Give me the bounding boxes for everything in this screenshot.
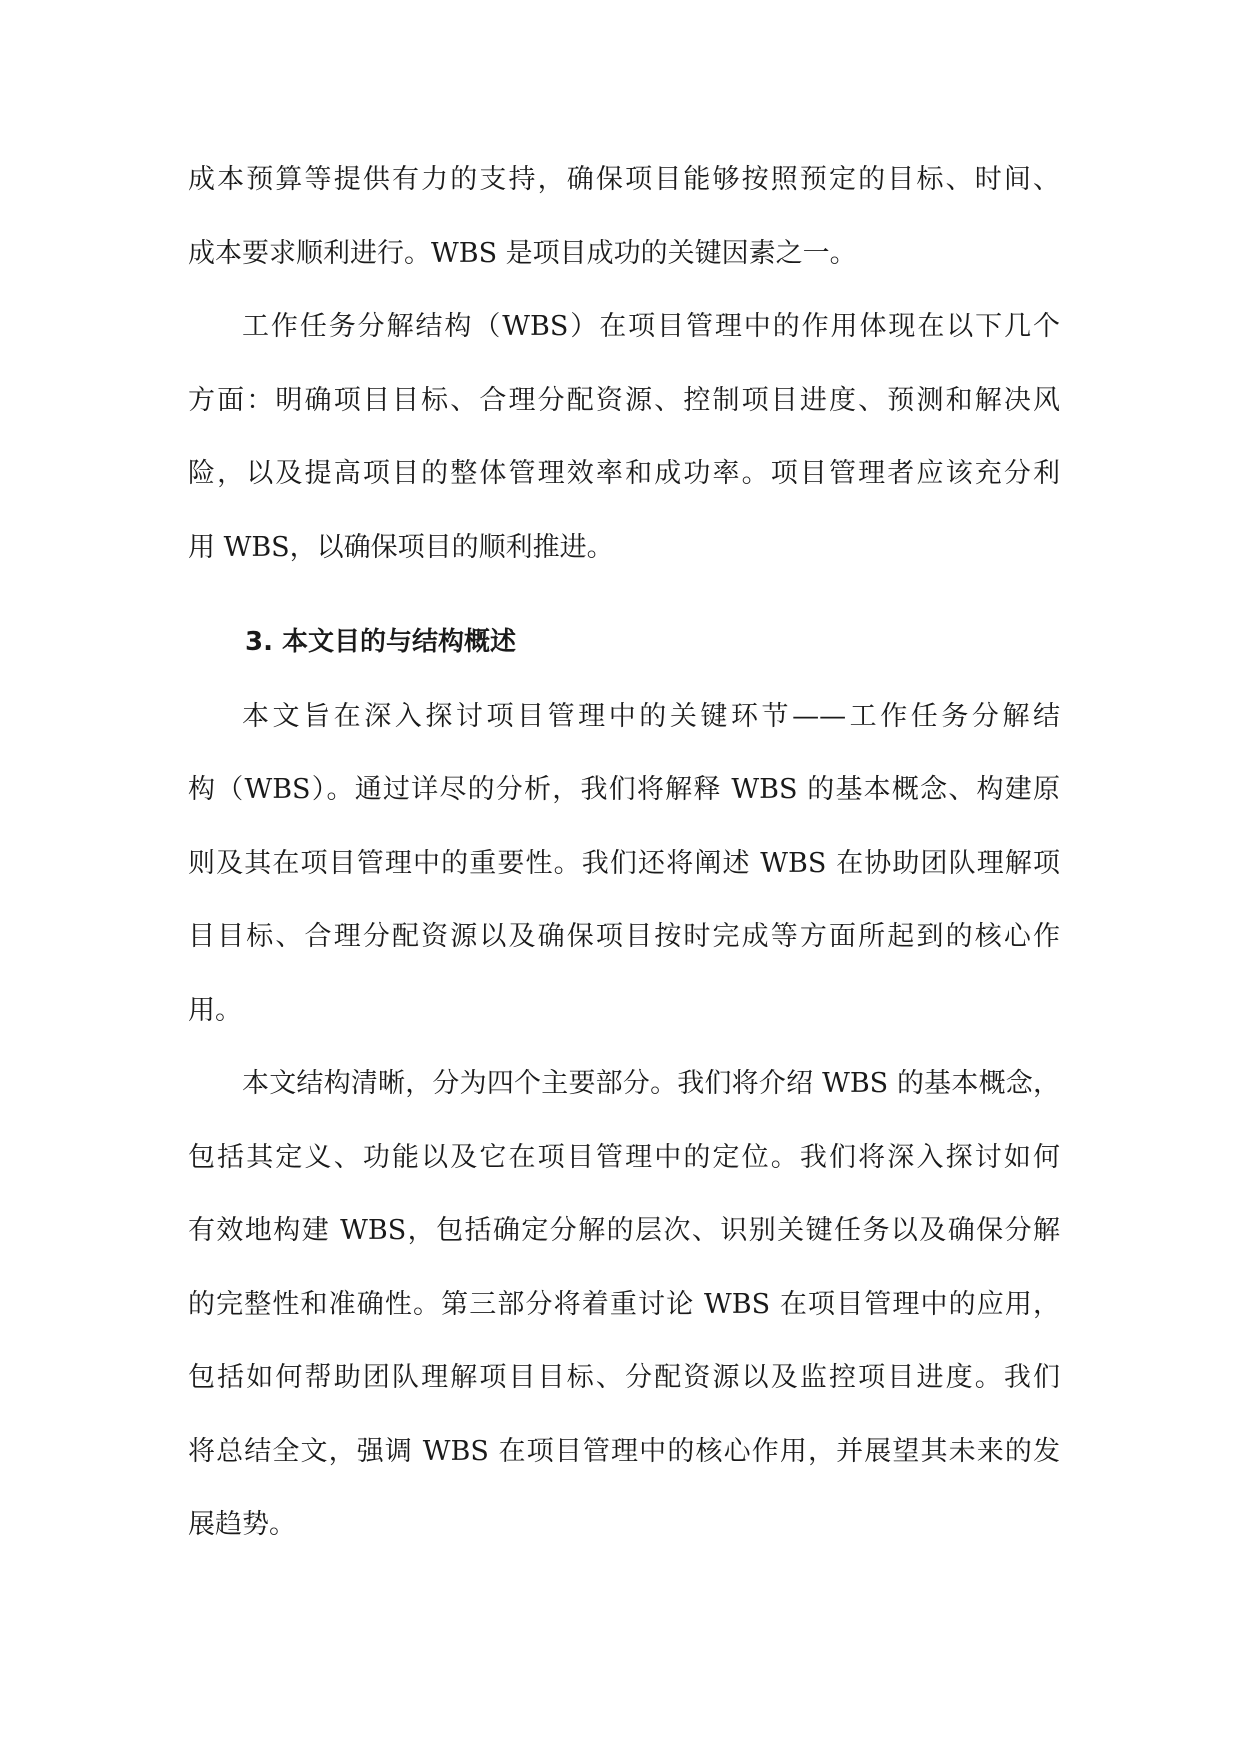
text-line: 的完整性和准确性。第三部分将着重讨论 WBS 在项目管理中的应用， bbox=[188, 1288, 1060, 1320]
text-line: 包括如何帮助团队理解项目目标、分配资源以及监控项目进度。我们 bbox=[188, 1362, 1060, 1393]
text-line: 方面：明确项目目标、合理分配资源、控制项目进度、预测和解决风 bbox=[188, 384, 1060, 416]
text-line: 成本要求顺利进行。WBS 是项目成功的关键因素之一。 bbox=[188, 237, 857, 269]
text-line: 本文旨在深入探讨项目管理中的关键环节——工作任务分解结 bbox=[242, 700, 1060, 732]
text-line: 成本预算等提供有力的支持，确保项目能够按照预定的目标、时间、 bbox=[188, 164, 1060, 195]
section-heading: 3. 本文目的与结构概述 bbox=[245, 627, 517, 657]
text-line: 包括其定义、功能以及它在项目管理中的定位。我们将深入探讨如何 bbox=[188, 1141, 1060, 1173]
paragraph-continuation bbox=[188, 143, 1060, 290]
paragraph-purpose bbox=[188, 680, 1060, 1048]
text-line: 目目标、合理分配资源以及确保项目按时完成等方面所起到的核心作 bbox=[188, 921, 1060, 952]
text-line: 用。 bbox=[188, 994, 242, 1026]
paragraph-wbs-role bbox=[188, 290, 1060, 584]
text-line: 则及其在项目管理中的重要性。我们还将阐述 WBS 在协助团队理解项 bbox=[188, 847, 1060, 879]
text-line: 险，以及提高项目的整体管理效率和成功率。项目管理者应该充分利 bbox=[188, 458, 1060, 489]
paragraph-structure bbox=[188, 1047, 1060, 1562]
document-body bbox=[188, 143, 1060, 1562]
text-line: 用 WBS，以确保项目的顺利推进。 bbox=[188, 531, 614, 563]
text-line: 将总结全文，强调 WBS 在项目管理中的核心作用，并展望其未来的发 bbox=[188, 1435, 1060, 1467]
text-line: 构（WBS）。通过详尽的分析，我们将解释 WBS 的基本概念、构建原 bbox=[188, 774, 1060, 805]
text-line: 本文结构清晰，分为四个主要部分。我们将介绍 WBS 的基本概念， bbox=[242, 1068, 1060, 1099]
text-line: 有效地构建 WBS，包括确定分解的层次、识别关键任务以及确保分解 bbox=[188, 1215, 1060, 1246]
text-line: 展趋势。 bbox=[188, 1509, 296, 1540]
text-line: 工作任务分解结构（WBS）在项目管理中的作用体现在以下几个 bbox=[242, 311, 1060, 342]
